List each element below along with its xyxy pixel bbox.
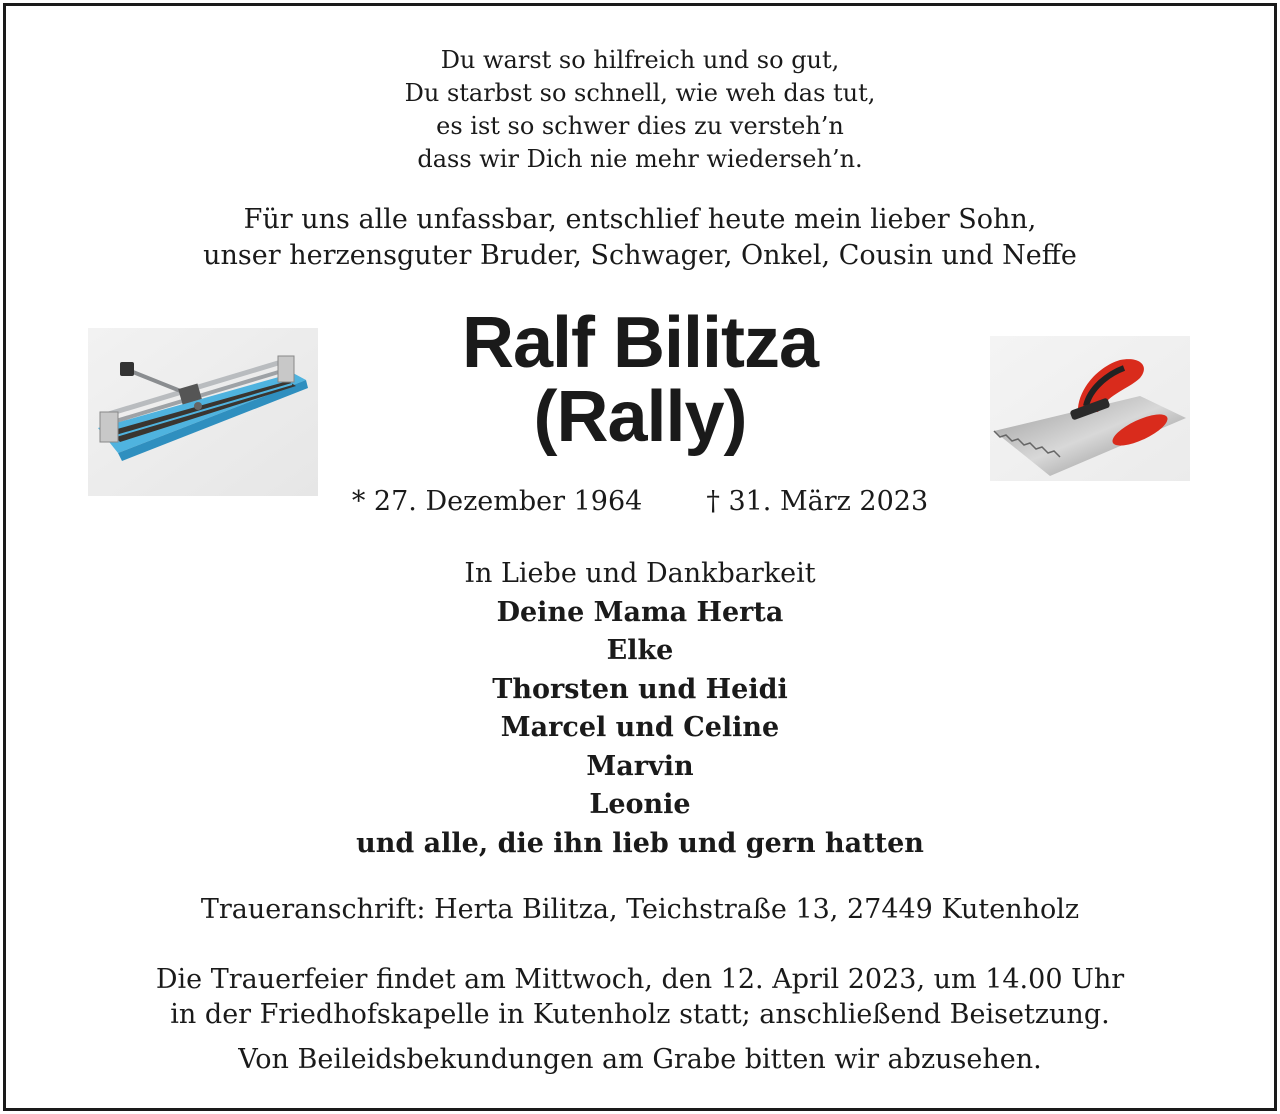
note-line: Von Beileidsbekundungen am Grabe bitten wir abzusehen.: [238, 1044, 1042, 1075]
poem-line: Du starbst so schnell, wie weh das tut,: [404, 79, 876, 107]
mourner-name: Elke: [606, 635, 674, 666]
dates: [6, 484, 1274, 520]
ceremony-line: in der Friedhofskapelle in Kutenholz statt; anschließend Beisetzung.: [170, 999, 1110, 1030]
birth-date: * 27. Dezember 1964: [351, 486, 643, 517]
obituary-notice: [3, 3, 1277, 1111]
mourner-name: Leonie: [589, 789, 691, 820]
mourner-name: Deine Mama Herta: [496, 596, 784, 628]
mourner-name: Marcel und Celine: [500, 712, 780, 743]
mourners-intro: In Liebe und Dankbarkeit: [464, 558, 816, 589]
nickname: (Rally): [533, 377, 747, 457]
ceremony-line: Die Trauerfeier findet am Mittwoch, den 12. April 2023, um 14.00 Uhr: [155, 964, 1125, 995]
poem-line: es ist so schwer dies zu versteh’n: [436, 112, 844, 140]
address-line: Traueranschrift: Herta Bilitza, Teichstraße 13, 27449 Kutenholz: [200, 894, 1080, 925]
mourning-address: [6, 892, 1274, 928]
mourners: [6, 555, 1274, 863]
death-date: † 31. März 2023: [706, 486, 929, 517]
mourner-closing: und alle, die ihn lieb und gern hatten: [356, 827, 924, 859]
mourner-name: Marvin: [586, 750, 694, 782]
intro-text: [6, 202, 1274, 274]
condolence-note: [6, 1042, 1274, 1078]
intro-line: Für uns alle unfassbar, entschlief heute mein lieber Sohn,: [243, 204, 1037, 235]
notched-trowel-icon: [990, 336, 1190, 481]
full-name: Ralf Bilitza: [461, 303, 819, 383]
mourner-name: Thorsten und Heidi: [492, 673, 788, 705]
poem: [6, 44, 1274, 176]
poem-line: dass wir Dich nie mehr wiederseh’n.: [417, 145, 863, 173]
intro-line: unser herzensguter Bruder, Schwager, Onkel, Cousin und Neffe: [203, 240, 1077, 271]
poem-line: Du warst so hilfreich und so gut,: [440, 46, 840, 74]
funeral-details: [6, 962, 1274, 1032]
